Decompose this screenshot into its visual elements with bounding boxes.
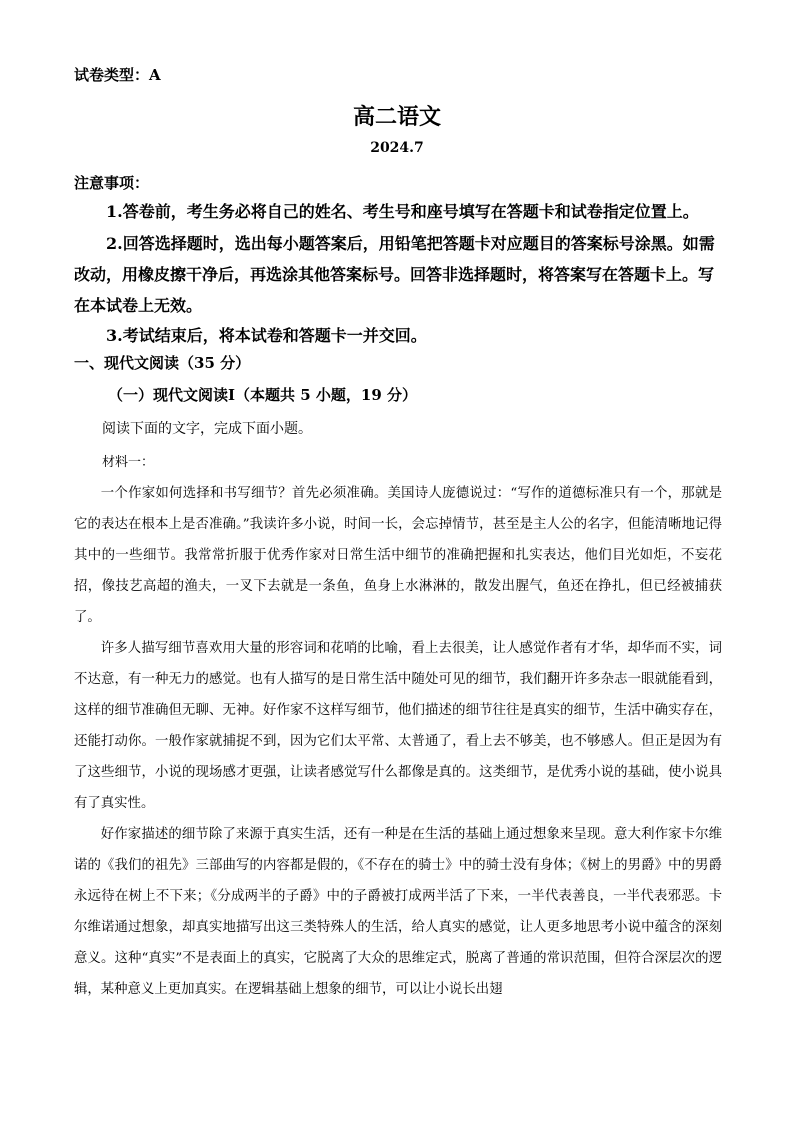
notice-item-1: 1.答卷前，考生务必将自己的姓名、考生号和座号填写在答题卡和试卷指定位置上。: [106, 202, 699, 221]
notice-heading: 注意事项：: [74, 174, 150, 192]
subsection-heading: （一）现代文阅读Ⅰ（本题共 5 小题，19 分）: [108, 386, 417, 404]
page-title: 高二语文: [352, 104, 441, 130]
section-heading: 一、现代文阅读（35 分）: [74, 354, 251, 372]
exam-type: 试卷类型：A: [74, 66, 161, 84]
material-paragraph-1: 一个作家如何选择和书写细节？首先必须准确。美国诗人庞德说过：“写作的道德标准只有一个，那就是它的表达在根本上是否准确。”我读许多小说，时间一长，会忘掉情节，甚至是主人公的名字，但能清晰地记得其中的一些细节。我常常折服于优秀作家对日常生活中细节的准确把握和扎实表达，他们目光如炬，不妄花招，像技艺高超的渔夫，一叉下去就是一条鱼，鱼身上水淋淋的，散发出腥气，鱼还在挣扎，但已经被捕获了。: [74, 486, 722, 625]
notice-item-2: 2.回答选择题时，选出每小题答案后，用铅笔把答题卡对应题目的答案标号涂黑。如需改动，用橡皮擦干净后，再选涂其他答案标号。回答非选择题时，将答案写在答题卡上。写在本试卷上无效。: [74, 234, 715, 315]
notice-item-3: 3.考试结束后，将本试卷和答题卡一并交回。: [106, 326, 427, 345]
material-paragraph-2: 许多人描写细节喜欢用大量的形容词和花哨的比喻，看上去很美，让人感觉作者有才华，却华而不实，词不达意，有一种无力的感觉。也有人描写的是日常生活中随处可见的细节，我们翻开许多杂志一眼就能看到，这样的细节准确但无聊、无神。好作家不这样写细节，他们描述的细节往往是真实的细节，生活中确实存在，还能打动你。一般作家就捕捉不到，因为它们太平常、太普通了，看上去不够美，也不够感人。但正是因为有了这些细节，小说的现场感才更强，让读者感觉写什么都像是真的。这类细节，是优秀小说的基础，使小说具有了真实性。: [74, 641, 722, 811]
exam-date: 2024.7: [370, 140, 424, 156]
material-paragraph-3: 好作家描述的细节除了来源于真实生活，还有一种是在生活的基础上通过想象来呈现。意大利作家卡尔维诺的《我们的祖先》三部曲写的内容都是假的，《不存在的骑士》中的骑士没有身体；《树上的男爵》中的男爵永远待在树上不下来；《分成两半的子爵》中的子爵被打成两半活了下来，一半代表善良，一半代表邪恶。卡尔维诺通过想象，却真实地描写出这三类特殊人的生活，给人真实的感觉，让人更多地思考小说中蕴含的深刻意义。这种“真实”不是表面上的真实，它脱离了大众的思维定式，脱离了普通的常识范围，但符合深层次的逻辑，某种意义上更加真实。在逻辑基础上想象的细节，可以让小说长出翅: [74, 827, 722, 997]
material-label: 材料一：: [102, 455, 155, 470]
reading-instruction: 阅读下面的文字，完成下面小题。: [102, 421, 312, 437]
